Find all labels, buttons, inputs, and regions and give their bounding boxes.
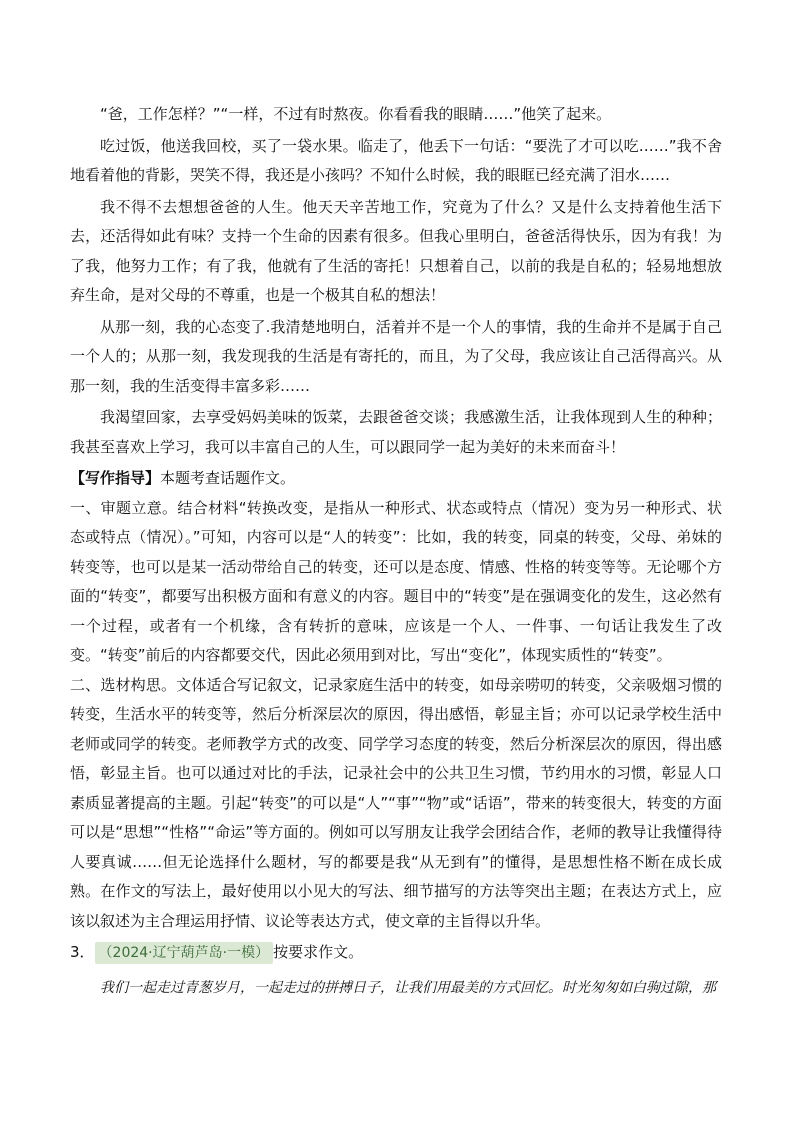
prompt-material-text: 我们一起走过青葱岁月，一起走过的拼搏日子，让我们用最美的方式回忆。时光匆匆如白驹过隙，那 — [100, 979, 716, 996]
writing-guide-intro: 本题考查话题作文。 — [160, 469, 296, 487]
question-source-tag[interactable]: （2024·辽宁葫芦岛·一模） — [95, 942, 274, 964]
story-paragraph: 从那一刻，我的心态变了.我清楚地明白，活着并不是一个人的事情，我的生命并不是属于自己一个人的；从那一刻，我发现我的生活是有寄托的，而且，为了父母，我应该让自己活得高兴。从那一刻，我的生活变得丰富多彩…… — [70, 317, 722, 395]
question-line — [70, 938, 722, 968]
story-paragraph: 吃过饭，他送我回校，买了一袋水果。临走了，他丢下一句话：“要洗了才可以吃……”我不舍地看着他的背影，哭笑不得，我还是小孩吗？不知什么时候，我的眼眶已经充满了泪水…… — [70, 136, 722, 184]
guide-point-1: 一、审题立意。结合材料“转换改变，是指从一种形式、状态或特点（情况）变为另一种形式、状态或特点（情况）。”可知，内容可以是“人的转变”：比如，我的转变，同桌的转变，父母、弟妹的转变等，也可以是某一活动带给自己的转变，还可以是态度、情感、性格的转变等等。无论哪个方面的“转变”，都要写出积极方面和有意义的内容。题目中的“转变”是在强调变化的发生，这必然有一个过程，或者有一个机缘，含有转折的意味，应该是一个人、一件事、一句话让我发生了改变。“转变”前后的内容都要交代，因此必须用到对比，写出“变化”，体现实质性的“转变”。 — [70, 498, 722, 664]
guide-point-2: 二、选材构思。文体适合写记叙文，记录家庭生活中的转变，如母亲唠叨的转变，父亲吸烟习惯的转变，生活水平的转变等，然后分析深层次的原因，得出感悟，彰显主旨；亦可以记录学校生活中老师或同学的转变。老师教学方式的改变、同学学习态度的转变，然后分析深层次的原因，得出感悟，彰显主旨。也可以通过对比的手法，记录社会中的公共卫生习惯，节约用水的习惯，彰显人口素质显著提高的主题。引起“转变”的可以是“人”“事”“物”或“话语”，带来的转变很大，转变的方面可以是“思想”“性格”“命运”等方面的。例如可以写朋友让我学会团结合作，老师的教导让我懂得待人要真诚……但无论选择什么题材，写的都要是我“从无到有”的懂得，是思想性格不断在成长成熟。在作文的写法上，最好使用以小见大的写法、细节描写的方法等突出主题；在表达方式上，应该以叙述为主合理运用抒情、议论等表达方式，使文章的主旨得以升华。 — [70, 675, 722, 930]
story-paragraph: 我渴望回家，去享受妈妈美味的饭菜，去跟爸爸交谈；我感激生活，让我体现到人生的种种；我甚至喜欢上学习，我可以丰富自己的人生，可以跟同学一起为美好的未来而奋斗！ — [70, 408, 722, 456]
dialogue-paragraph: “爸，工作怎样？”“一样，不过有时熬夜。你看看我的眼睛……”他笑了起来。 — [100, 105, 612, 123]
writing-guide-heading — [70, 464, 722, 494]
document-body — [70, 100, 722, 1003]
writing-guide-label: 【写作指导】 — [70, 469, 161, 487]
question-number: 3． — [70, 943, 95, 961]
story-paragraph: 我不得不去想想爸爸的人生。他天天辛苦地工作，究竟为了什么？又是什么支持着他生活下去，还活得如此有味？支持一个生命的因素有很多。但我心里明白，爸爸活得快乐，因为有我！为了我，他努力工作；有了我，他就有了生活的寄托！只想着自己，以前的我是自私的；轻易地想放弃生命，是对父母的不尊重，也是一个极其自私的想法！ — [70, 197, 722, 304]
question-instruction: 按要求作文。 — [273, 943, 364, 961]
